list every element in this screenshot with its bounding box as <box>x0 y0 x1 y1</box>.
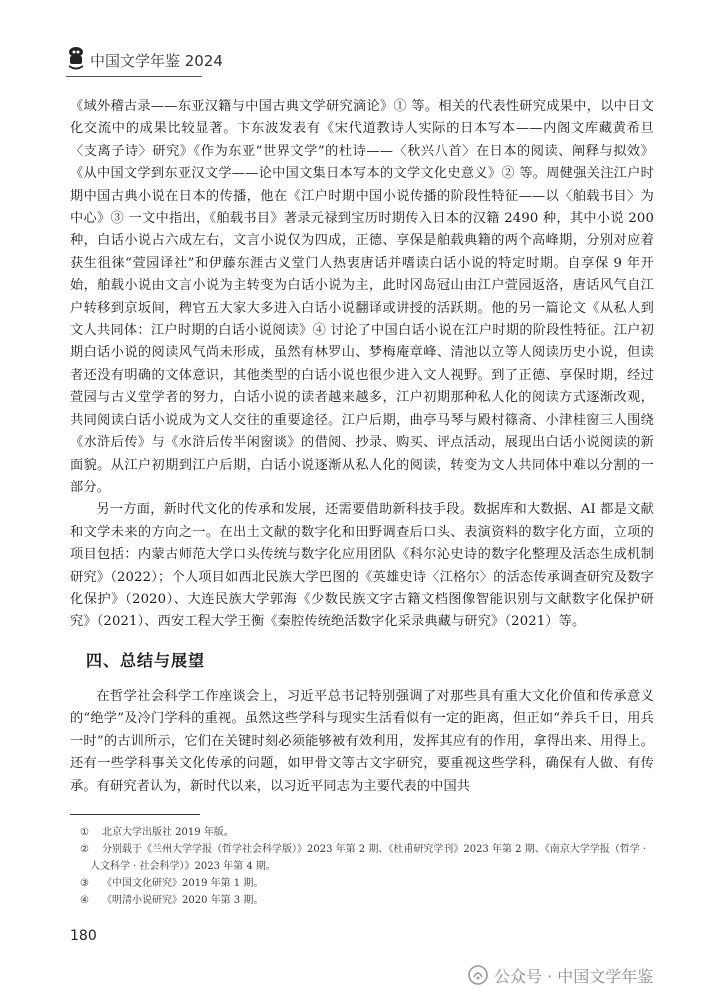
footnote-mark: ② <box>80 844 89 855</box>
footnote-text: 《中国文化研究》2019 年第 1 期。 <box>102 878 264 889</box>
footnotes <box>70 824 654 909</box>
watermark <box>468 962 653 988</box>
footnote-text: 分别载于《兰州大学学报（哲学社会科学版）》2023 年第 2 期、《杜甫研究学刊》2023 年第 2 期、《南京大学学报（哲学 · 人文科学 · 社会科学）》2023 年第 4 期。 <box>90 844 647 872</box>
page-number: 180 <box>70 928 97 944</box>
paragraph-1: 《域外稽古录——东亚汉籍与中国古典文学研究滴论》① 等。相关的代表性研究成果中，以中日文化交流中的成果比较显著。卞东波发表有《宋代道教诗人实际的日本写本——内阁文库藏黄希旦〈支离子诗〉研究》《作为东亚“世界文学”的杜诗——〈秋兴八首〉在日本的阅读、阐释与拟效》《从中国文学到东亚汉文学——论中国文集日本写本的文学文化史意义》② 等。周健强关注江户时期中国古典小说在日本的传播，他在《江户时期中国小说传播的阶段性特征——以〈舶载书目〉为中心》③ 一文中指出，《舶载书目》著录元禄到宝历时期传入日本的汉籍 2490 种，其中小说 200 种，白话小说占六成左右，文言小说仅为四成，正德、享保是舶载典籍的两个高峰期，分别对应着获生徂徕“萱园译社”和伊藤东涯古义堂门人热衷唐话并嗜读白话小说的特定时期。自享保 9 年开始，舶载小说由文言小说为主转变为白话小说为主，此时冈岛冠山由江户萱园返洛，唐话风气自江户转移到京坂间，稗官五大家大多进入白话小说翻译或讲授的活跃期。他的另一篇论文《从私人到文人共同体：江户时期的白话小说阅读》④ 讨论了中国白话小说在江户时期的阶段性特征。江户初期白话小说的阅读风气尚未形成，虽然有林罗山、梦梅庵章峰、清池以立等人阅读历史小说，但读者还没有明确的文体意识，其他类型的白话小说也很少进入文人视野。到了正德、享保时期，经过萱园与古义堂学者的努力，白话小说的读者越来越多，江户初期那种私人化的阅读方式逐渐改观，共同阅读白话小说成为文人交往的重要途径。江户后期，曲亭马琴与殿村篠斋、小津桂窗三人围绕《水浒后传》与《水浒后传半闲窗谈》的借阅、抄录、购买、评点活动，展现出白话小说阅读的新面貌。从江户初期到江户后期，白话小说逐渐从私人化的阅读，转变为文人共同体中难以分割的一部分。 <box>70 99 654 495</box>
footnote-3 <box>70 875 654 892</box>
wechat-icon <box>468 965 488 985</box>
paragraph-3: 在哲学社会科学工作座谈会上，习近平总书记特别强调了对那些具有重大文化价值和传承意义的“绝学”及冷门学科的重视。虽然这些学科与现实生活看似有一定的距离，但正如“养兵千日，用兵一时”的古训所示，它们在关键时刻必须能够被有效利用，发挥其应有的作用，拿得出来、用得上。还有一些学科事关文化传承的问题，如甲骨文等古文字研究，要重视这些学科，确保有人做、有传承。有研究者认为，新时代以来，以习近平同志为主要代表的中国共 <box>70 689 654 794</box>
watermark-text: 公众号 · 中国文学年鉴 <box>494 966 654 986</box>
section-heading: 四、总结与展望 <box>86 651 206 670</box>
header-divider <box>66 76 202 77</box>
footnote-mark: ① <box>80 827 89 838</box>
paragraph-2: 另一方面，新时代文化的传承和发展，还需要借助新科技手段。数据库和大数据、AI 都是文献和文学未来的方向之一。在出土文献的数字化和田野调查后口头、表演资料的数字化方面，立项的项目包括：内蒙古师范大学口头传统与数字化应用团队《科尔沁史诗的数字化整理及活态生成机制研究》（2022）；个人项目如西北民族大学巴图的《英雄史诗〈江格尔〉的活态传承调查研究及数字化保护》（2020）、大连民族大学郭海《少数民族文字古籍文档图像智能识别与文献数字化保护研究》（2021）、西安工程大学王衡《秦腔传统绝活数字化采录典藏与研究》（2021）等。 <box>70 502 654 630</box>
footnote-text: 《明清小说研究》2020 年第 3 期。 <box>102 895 264 906</box>
footnote-divider <box>70 814 200 815</box>
header-title: 中国文学年鉴 2024 <box>90 52 223 70</box>
footnote-4 <box>70 892 654 909</box>
footnote-text: 北京大学出版社 2019 年版。 <box>102 827 234 838</box>
footnote-1 <box>70 824 654 841</box>
footnote-mark: ④ <box>80 895 89 906</box>
running-header <box>66 44 656 74</box>
section-text-block <box>70 686 654 798</box>
footnote-mark: ③ <box>80 878 89 889</box>
main-text-block <box>70 96 654 634</box>
yearbook-logo-icon <box>66 46 86 70</box>
footnote-2 <box>70 841 654 875</box>
